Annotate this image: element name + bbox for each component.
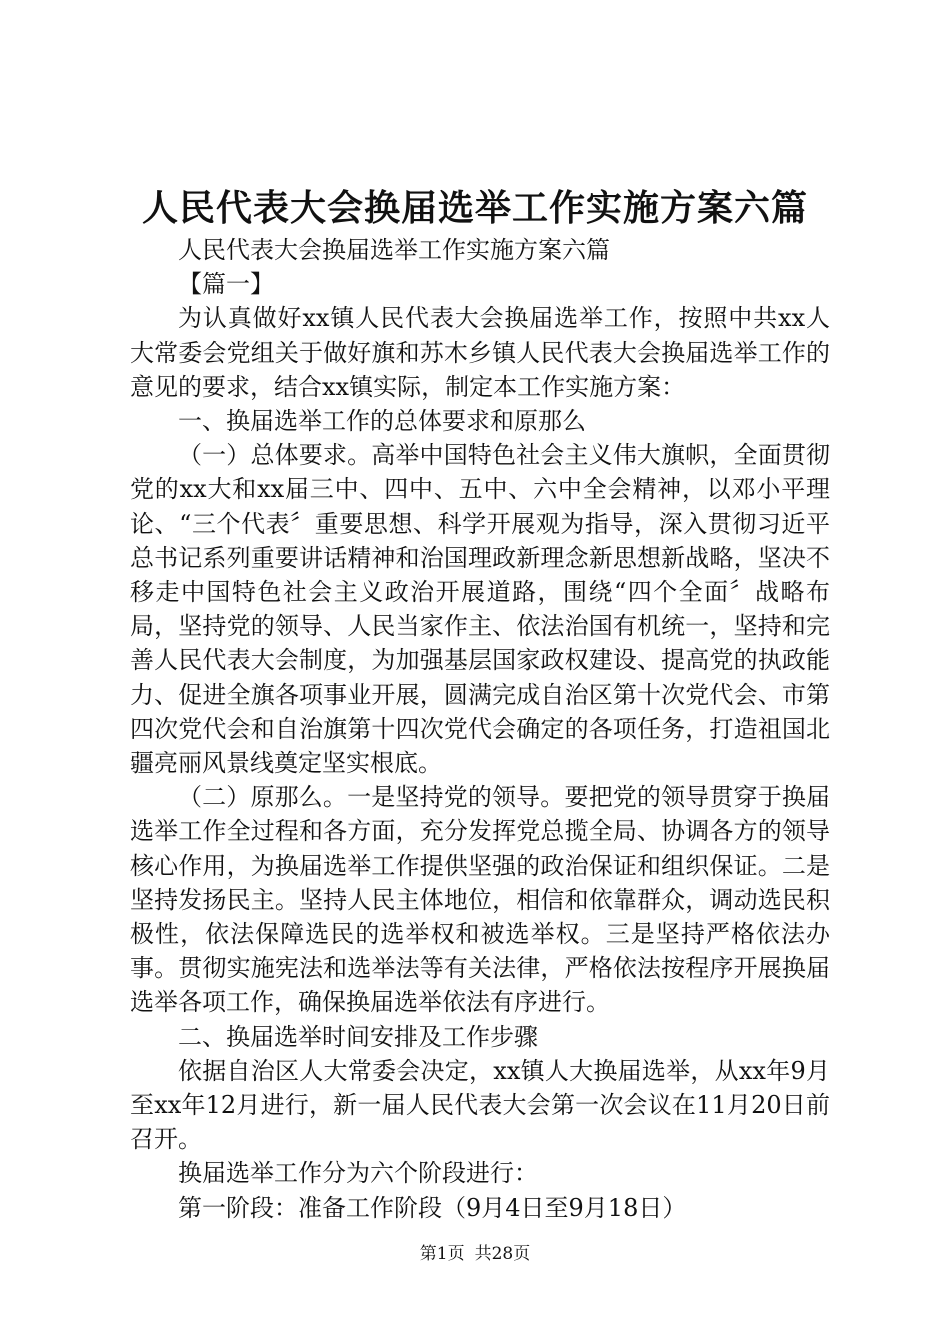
document-body bbox=[130, 233, 830, 1225]
principles-paragraph: （二）原那么。一是坚持党的领导。要把党的领导贯穿于换届选举工作全过程和各方面，充分发挥党总揽全局、协调各方的领导核心作用，为换届选举工作提供坚强的政治保证和组织保证。二是坚持发扬民主。坚持人民主体地位，相信和依靠群众，调动选民积极性，依法保障选民的选举权和被选举权。三是坚持严格依法办事。贯彻实施宪法和选举法等有关法律，严格依法按程序开展换届选举各项工作，确保换届选举依法有序进行。 bbox=[130, 783, 830, 1017]
section-heading-2: 二、换届选举时间安排及工作步骤 bbox=[178, 1022, 538, 1051]
page-footer bbox=[0, 1243, 950, 1265]
section-label: 【篇一】 bbox=[178, 270, 274, 299]
stage-one-paragraph: 第一阶段：准备工作阶段（9月4日至9月18日） bbox=[178, 1193, 687, 1222]
intro-paragraph: 为认真做好xx镇人民代表大会换届选举工作，按照中共xx人大常委会党组关于做好旗和苏木乡镇人民代表大会换届选举工作的意见的要求，结合xx镇实际，制定本工作实施方案： bbox=[130, 304, 830, 401]
stages-intro-paragraph: 换届选举工作分为六个阶段进行： bbox=[178, 1159, 538, 1188]
subtitle-paragraph: 人民代表大会换届选举工作实施方案六篇 bbox=[178, 236, 610, 264]
general-requirements-paragraph: （一）总体要求。高举中国特色社会主义伟大旗帜，全面贯彻党的xx大和xx届三中、四中、五中、六中全会精神，以邓小平理论、“三个代表〞重要思想、科学开展观为指导，深入贯彻习近平总书记系列重要讲话精神和治国理政新理念新思想新战略，坚决不移走中国特色社会主义政治开展道路，围绕“四个全面〞战略布局，坚持党的领导、人民当家作主、依法治国有机统一，坚持和完善人民代表大会制度，为加强基层国家政权建设、提高党的执政能力、促进全旗各项事业开展，圆满完成自治区第十次党代会、市第四次党代会和自治旗第十四次党代会确定的各项任务，打造祖国北疆亮丽风景线奠定坚实根底。 bbox=[130, 441, 830, 778]
document-title: 人民代表大会换届选举工作实施方案六篇 bbox=[141, 187, 808, 229]
section-heading-1: 一、换届选举工作的总体要求和原那么 bbox=[178, 407, 586, 436]
page-number: 第1页 bbox=[419, 1244, 465, 1264]
page-total: 共28页 bbox=[474, 1244, 531, 1264]
schedule-paragraph: 依据自治区人大常委会决定，xx镇人大换届选举，从xx年9月至xx年12月进行，新一届人民代表大会第一次会议在11月20日前召开。 bbox=[130, 1056, 830, 1154]
